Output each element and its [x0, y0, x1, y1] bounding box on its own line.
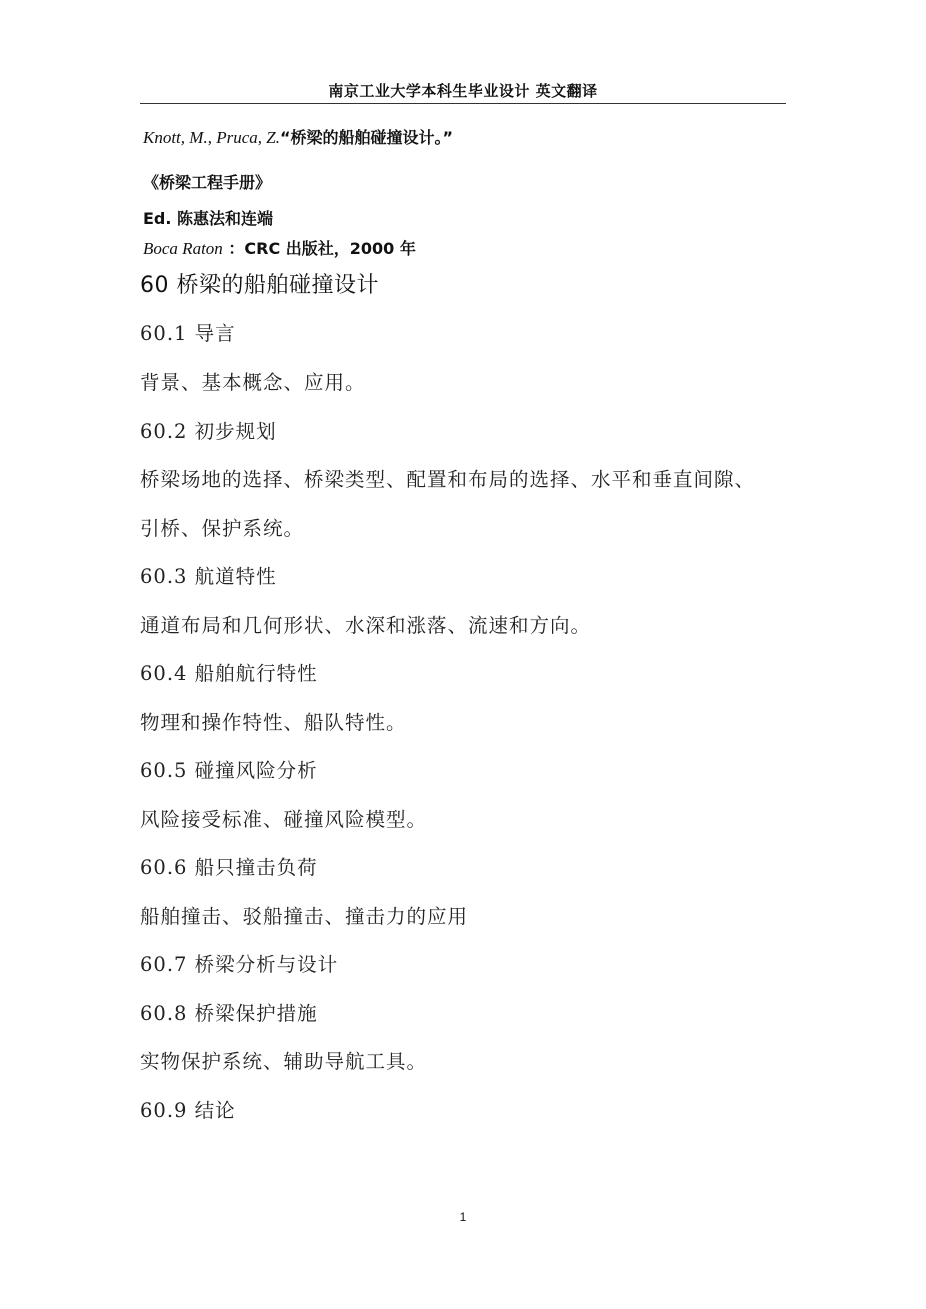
chapter-title: 60 桥梁的船舶碰撞设计 [140, 273, 379, 298]
page-header: 南京工业大学本科生毕业设计 英文翻译 [328, 82, 598, 100]
reference-city: Boca Raton [143, 239, 223, 258]
toc-line: 船舶撞击、驳船撞击、撞击力的应用 [140, 905, 469, 928]
toc-line: 引桥、保护系统。 [140, 517, 305, 540]
reference-publisher-tail: ：CRC 出版社，2000 年 [228, 239, 416, 258]
toc-line: 60.7 桥梁分析与设计 [140, 953, 339, 976]
toc-line: 60.9 结论 [140, 1099, 236, 1122]
toc-line: 物理和操作特性、船队特性。 [140, 711, 407, 734]
toc-line: 60.8 桥梁保护措施 [140, 1002, 318, 1025]
page-number: 1 [459, 1210, 467, 1224]
toc-line: 60.6 船只撞击负荷 [140, 856, 318, 879]
reference-publisher [143, 236, 416, 259]
toc-line: 60.1 导言 [140, 322, 236, 345]
toc-line: 背景、基本概念、应用。 [140, 371, 366, 394]
reference-authors: Knott, M., Pruca, Z. [143, 128, 280, 147]
header-rule [140, 103, 786, 104]
reference-editors: Ed. 陈惠法和连端 [143, 209, 274, 228]
toc-line: 实物保护系统、辅助导航工具。 [140, 1050, 428, 1073]
toc-line: 风险接受标准、碰撞风险模型。 [140, 808, 428, 831]
toc-line: 通道布局和几何形状、水深和涨落、流速和方向。 [140, 614, 592, 637]
reference-article-title: “桥梁的船舶碰撞设计。” [279, 128, 453, 147]
toc-line: 60.4 船舶航行特性 [140, 662, 318, 685]
reference-book: 《桥梁工程手册》 [143, 173, 272, 192]
toc-line: 桥梁场地的选择、桥梁类型、配置和布局的选择、水平和垂直间隙、 [140, 468, 756, 491]
reference-citation [143, 125, 453, 148]
toc-line: 60.3 航道特性 [140, 565, 277, 588]
toc-line: 60.2 初步规划 [140, 420, 277, 443]
toc-line: 60.5 碰撞风险分析 [140, 759, 318, 782]
